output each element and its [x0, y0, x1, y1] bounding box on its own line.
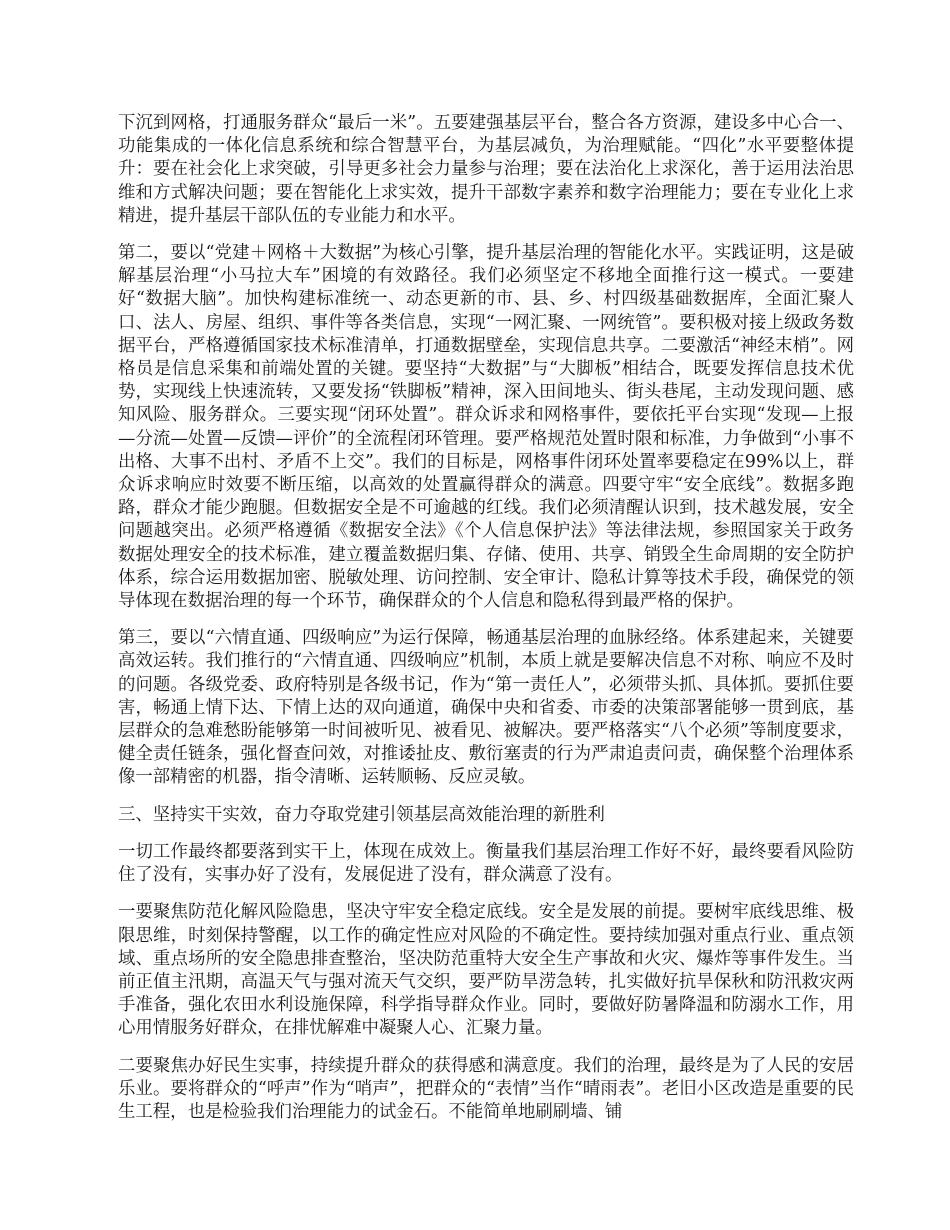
paragraph-intro: 一切工作最终都要落到实干上，体现在成效上。衡量我们基层治理工作好不好，最终要看风险防住了没有，实事办好了没有，发展促进了没有，群众满意了没有。	[118, 841, 854, 886]
section-heading: 三、坚持实干实效，奋力夺取党建引领基层高效能治理的新胜利	[118, 804, 605, 825]
paragraph-second-point: 第二，要以“党建＋网格＋大数据”为核心引擎，提升基层治理的智能化水平。实践证明，这是破解基层治理“小马拉大车”困境的有效路径。我们必须坚定不移地全面推行这一模式。一要建好“数据大脑”。加快构建标准统一、动态更新的市、县、乡、村四级基础数据库，全面汇聚人口、法人、房屋、组织、事件等各类信息，实现“一网汇聚、一网统管”。要积极对接上级政务数据平台，严格遵循国家技术标准清单，打通数据壁垒，实现信息共享。二要激活“神经末梢”。网格员是信息采集和前端处置的关键。要坚持“大数据”与“大脚板”相结合，既要发挥信息技术优势，实现线上快速流转，又要发扬“铁脚板”精神，深入田间地头、街头巷尾，主动发现问题、感知风险、服务群众。三要实现“闭环处置”。群众诉求和网格事件，要依托平台实现“发现—上报—分流—处置—反馈—评价”的全流程闭环管理。要严格规范处置时限和标准，力争做到“小事不出格、大事不出村、矛盾不上交”。我们的目标是，网格事件闭环处置率要稳定在99%以上，群众诉求响应时效要不断压缩，以高效的处置赢得群众的满意。四要守牢“安全底线”。数据多跑路，群众才能少跑腿。但数据安全是不可逾越的红线。我们必须清醒认识到，技术越发展，安全问题越突出。必须严格遵循《数据安全法》《个人信息保护法》等法律法规，参照国家关于政务数据处理安全的技术标准，建立覆盖数据归集、存储、使用、共享、销毁全生命周期的安全防护体系，综合运用数据加密、脱敏处理、访问控制、安全审计、隐私计算等技术手段，确保党的领导体现在数据治理的每一个环节，确保群众的个人信息和隐私得到最严格的保护。	[118, 243, 854, 612]
paragraph-risk-prevention: 一要聚焦防范化解风险隐患，坚决守牢安全稳定底线。安全是发展的前提。要树牢底线思维、极限思维，时刻保持警醒，以工作的确定性应对风险的不确定性。要持续加强对重点行业、重点领域、重点场所的安全隐患排查整治，坚决防范重特大安全生产事故和火灾、爆炸等事件发生。当前正值主汛期，高温天气与强对流天气交织，要严防旱涝急转，扎实做好抗旱保秋和防汛救灾两手准备，强化农田水利设施保障，科学指导群众作业。同时，要做好防暑降温和防溺水工作，用心用情服务好群众，在排忧解难中凝聚人心、汇聚力量。	[118, 902, 854, 1039]
document-body	[118, 112, 854, 1138]
paragraph-continuation: 下沉到网格，打通服务群众“最后一米”。五要建强基层平台，整合各方资源，建设多中心合一、功能集成的一体化信息系统和综合智慧平台，为基层减负，为治理赋能。“四化”水平要整体提升：要在社会化上求突破，引导更多社会力量参与治理；要在法治化上求深化，善于运用法治思维和方式解决问题；要在智能化上求实效，提升干部数字素养和数字治理能力；要在专业化上求精进，提升基层干部队伍的专业能力和水平。	[118, 113, 854, 226]
paragraph-livelihood: 二要聚焦办好民生实事，持续提升群众的获得感和满意度。我们的治理，最终是为了人民的安居乐业。要将群众的“呼声”作为“哨声”，把群众的“表情”当作“晴雨表”。老旧小区改造是重要的民生工程，也是检验我们治理能力的试金石。不能简单地刷刷墙、铺	[118, 1055, 854, 1122]
paragraph-third-point: 第三，要以“六情直通、四级响应”为运行保障，畅通基层治理的血脉经络。体系建起来，关键要高效运转。我们推行的“六情直通、四级响应”机制，本质上就是要解决信息不对称、响应不及时的问题。各级党委、政府特别是各级书记，作为“第一责任人”，必须带头抓、具体抓。要抓住要害，畅通上情下达、下情上达的双向通道，确保中央和省委、市委的决策部署能够一贯到底，基层群众的急难愁盼能够第一时间被听见、被看见、被解决。要严格落实“八个必须”等制度要求，健全责任链条，强化督查问效，对推诿扯皮、敷衍塞责的行为严肃追责问责，确保整个治理体系像一部精密的机器，指令清晰、运转顺畅、反应灵敏。	[118, 628, 854, 788]
